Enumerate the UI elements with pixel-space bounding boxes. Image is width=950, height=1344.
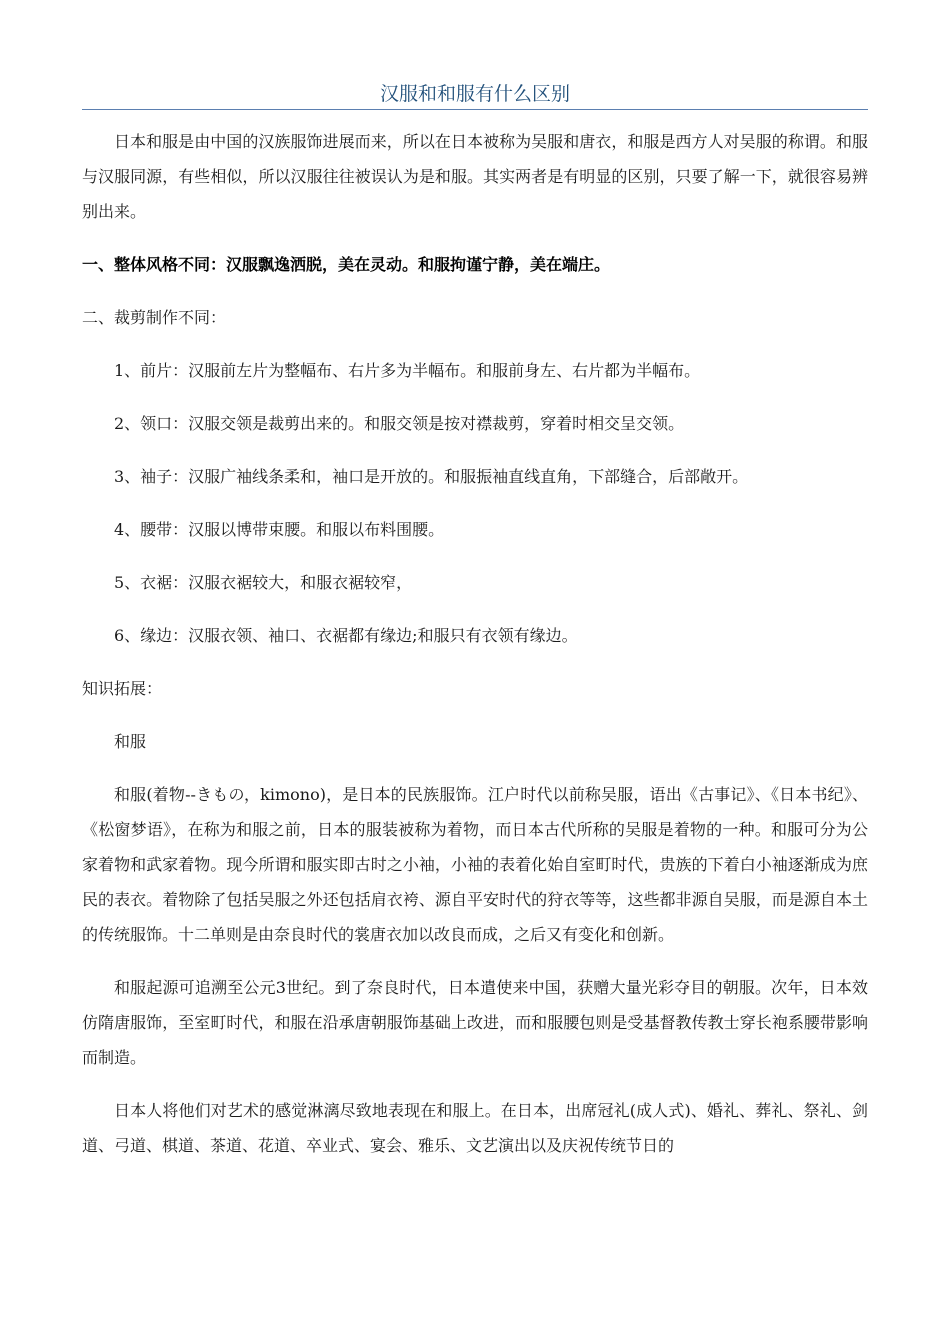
origin-paragraph: 和服起源可追溯至公元3世纪。到了奈良时代，日本遣使来中国，获赠大量光彩夺目的朝服。次年，日本效仿隋唐服饰，至室町时代，和服在沿承唐朝服饰基础上改进，而和服腰包则是受基督教传教士穿长袍系腰带影响而制造。 [82,978,868,1067]
intro-paragraph: 日本和服是由中国的汉族服饰进展而来，所以在日本被称为吴服和唐衣，和服是西方人对吴服的称谓。和服与汉服同源，有些相似，所以汉服往往被误认为是和服。其实两者是有明显的区别，只要了解一下，就很容易辨别出来。 [82,132,868,221]
kimono-paragraph: 和服(着物--きもの，kimono)，是日本的民族服饰。江户时代以前称吴服，语出《古事记》、《日本书纪》、《松窗梦语》，在称为和服之前，日本的服装被称为着物，而日本古代所称的吴服是着物的一种。和服可分为公家着物和武家着物。现今所谓和服实即古时之小袖，小袖的表着化始自室町时代，贵族的下着白小袖逐渐成为庶民的表衣。着物除了包括吴服之外还包括肩衣袴、源自平安时代的狩衣等等，这些都非源自吴服，而是源自本土的传统服饰。十二单则是由奈良时代的裳唐衣加以改良而成，之后又有变化和创新。 [82,785,868,944]
document-body [82,124,868,1181]
list-item: 5、衣裾：汉服衣裾较大，和服衣裾较窄， [114,573,413,592]
kimono-heading: 和服 [114,732,147,751]
page-title: 汉服和和服有什么区别 [379,83,570,105]
list-item: 6、缘边：汉服衣领、袖口、衣裾都有缘边;和服只有衣领有缘边。 [114,626,578,645]
list-item: 2、领口：汉服交领是裁剪出来的。和服交领是按对襟裁剪，穿着时相交呈交领。 [114,414,685,433]
section-heading-style: 一、整体风格不同：汉服飘逸洒脱，美在灵动。和服拘谨宁静，美在端庄。 [82,255,611,274]
list-item: 4、腰带：汉服以博带束腰。和服以布料围腰。 [114,520,445,539]
list-item: 3、袖子：汉服广袖线条柔和，袖口是开放的。和服振袖直线直角，下部缝合，后部敞开。 [114,467,749,486]
section-heading-cutting: 二、裁剪制作不同： [82,308,227,327]
title-underline [82,109,868,110]
list-item: 1、前片：汉服前左片为整幅布、右片多为半幅布。和服前身左、右片都为半幅布。 [114,361,701,380]
art-paragraph: 日本人将他们对艺术的感觉淋漓尽致地表现在和服上。在日本，出席冠礼(成人式)、婚礼、葬礼、祭礼、剑道、弓道、棋道、茶道、花道、卒业式、宴会、雅乐、文艺演出以及庆祝传统节日的 [82,1101,868,1155]
knowledge-heading: 知识拓展： [82,679,163,698]
